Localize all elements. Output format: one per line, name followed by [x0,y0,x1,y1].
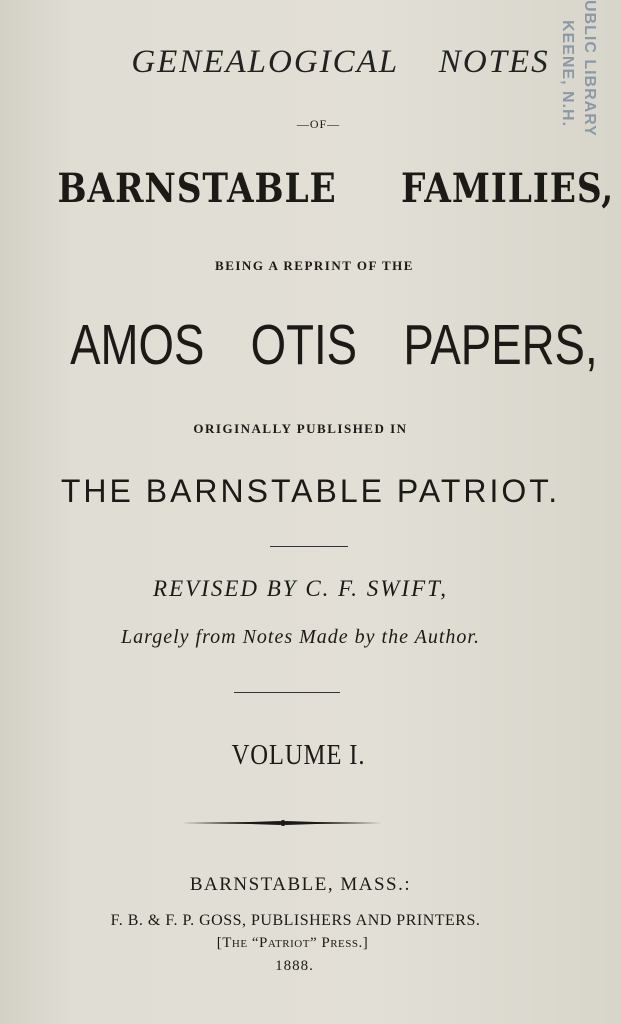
library-stamp [528,0,608,190]
imprint-press: [The “Patriot” Press.] [216,935,369,951]
volume-label: VOLUME I. [231,740,366,771]
title-line-being-a-reprint: BEING A REPRINT OF THE [215,258,414,273]
title-line-originally-published: ORIGINALLY PUBLISHED IN [193,421,408,436]
library-stamp-line-2: KEENE, N.H. [559,20,576,128]
ornamental-rule-icon [180,815,386,831]
imprint-place: BARNSTABLE, MASS.: [189,874,412,895]
title-line-barnstable-patriot: THE BARNSTABLE PATRIOT. [60,473,561,509]
title-line-of: —OF— [296,117,341,131]
imprint-publisher: F. B. & F. P. GOSS, PUBLISHERS AND PRINTERS. [110,912,481,929]
divider-rule [270,546,348,547]
reviser-line: REVISED BY C. F. SWIFT, [153,576,448,601]
notes-source-line: Largely from Notes Made by the Author. [121,626,480,648]
title-line-genealogical-notes: GENEALOGICAL NOTES [131,44,550,80]
divider-rule [234,692,340,693]
imprint-year: 1888. [275,958,314,974]
library-stamp-line-1: UBLIC LIBRARY [581,0,598,137]
title-line-barnstable-families: BARNSTABLE FAMILIES, [57,165,615,212]
title-line-amos-otis-papers: AMOS OTIS PAPERS, [70,313,598,377]
